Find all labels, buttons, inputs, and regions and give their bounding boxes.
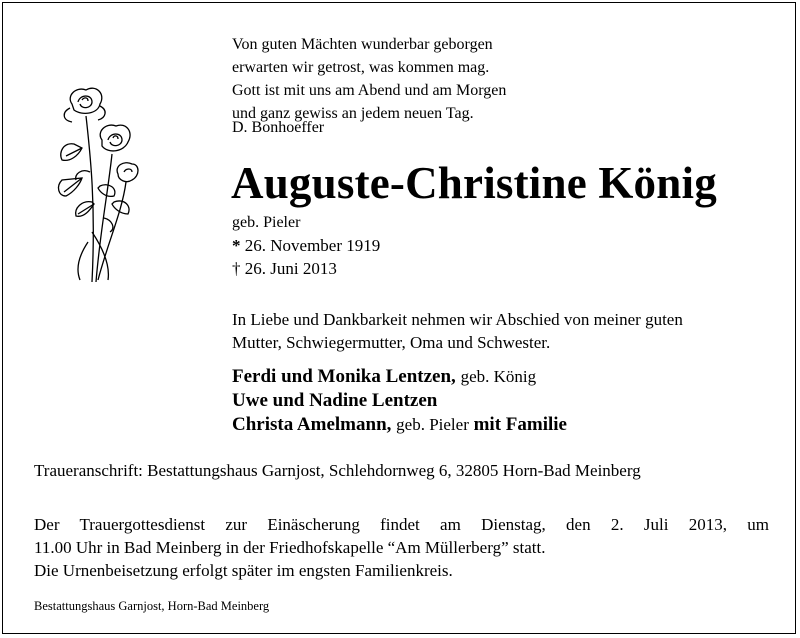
rose-icon xyxy=(52,82,144,286)
birth-symbol: * xyxy=(232,236,241,255)
mourner-suffix: mit Familie xyxy=(473,414,567,435)
poem xyxy=(232,33,506,125)
undertaker-footer: Bestattungshaus Garnjost, Horn-Bad Meinberg xyxy=(34,599,270,613)
mourner-line xyxy=(232,366,536,388)
farewell-text xyxy=(232,308,683,354)
farewell-line: Mutter, Schwiegermutter, Oma und Schwester. xyxy=(232,333,551,352)
birth-line xyxy=(232,236,380,256)
mourning-address: Traueranschrift: Bestattungshaus Garnjost, Schlehdornweg 6, 32805 Horn-Bad Meinberg xyxy=(34,461,641,480)
mourner-name: Uwe und Nadine Lentzen xyxy=(232,390,438,411)
poem-line: erwarten wir getrost, was kommen mag. xyxy=(232,59,490,76)
birth-date: 26. November 1919 xyxy=(244,236,381,255)
deceased-name: Auguste-Christine König xyxy=(231,158,717,208)
poem-line: Von guten Mächten wunderbar geborgen xyxy=(232,36,493,53)
maiden-name: geb. Pieler xyxy=(232,214,301,231)
service-line: 11.00 Uhr in Bad Meinberg in der Friedhofskapelle “Am Müllerberg” statt. xyxy=(34,538,546,557)
death-symbol: † xyxy=(232,259,241,278)
service-line: Der Trauergottesdienst zur Einäscherung findet am Dienstag, den 2. Juli 2013, um xyxy=(34,515,769,534)
farewell-line: In Liebe und Dankbarkeit nehmen wir Abschied von meiner guten xyxy=(232,310,683,329)
poem-line: Gott ist mit uns am Abend und am Morgen xyxy=(232,82,507,99)
service-info xyxy=(34,513,769,582)
mourner-name: Ferdi und Monika Lentzen, xyxy=(232,366,456,387)
death-line xyxy=(232,259,337,279)
mourner-line xyxy=(232,390,437,412)
mourner-name: Christa Amelmann, xyxy=(232,414,392,435)
mourner-line xyxy=(232,414,567,436)
death-date: 26. Juni 2013 xyxy=(244,259,337,278)
poem-line: und ganz gewiss an jedem neuen Tag. xyxy=(232,105,474,122)
mourner-note: geb. Pieler xyxy=(396,415,469,434)
service-line: Die Urnenbeisetzung erfolgt später im engsten Familienkreis. xyxy=(34,561,453,580)
mourner-note: geb. König xyxy=(460,367,537,386)
poem-author: D. Bonhoeffer xyxy=(232,119,325,136)
